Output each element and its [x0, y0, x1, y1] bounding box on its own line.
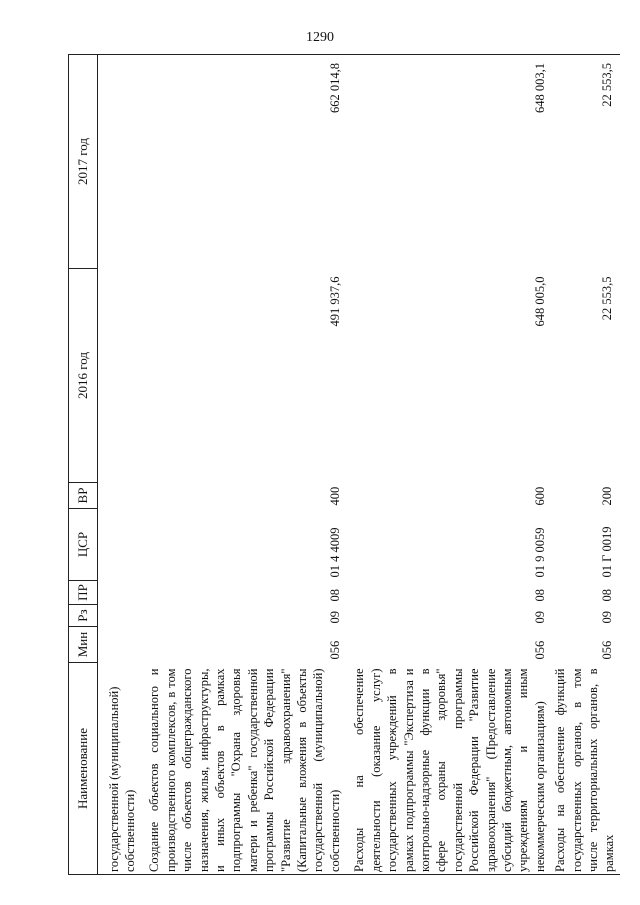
table-row — [345, 55, 550, 875]
row-vr: 600 — [532, 486, 547, 506]
row-2017: 22 553,5 — [550, 55, 620, 269]
header-pr: ПР — [69, 581, 98, 605]
row-min: 056 — [600, 640, 615, 660]
row-name: Создание объектов социального и производственного комплексов, в том числе объектов общегражданского назначения, жилья, инфраструктуры, и иных объектов в рамках подпрограммы "Охрана здоровья матери и ребенка" государственной программы Российской Федерации "Развитие здравоохранения" (Капитальные вложения в объекты государственной (муниципальной) собственности) — [140, 663, 345, 875]
header-vr: ВР — [69, 483, 98, 509]
header-rz: Рз — [69, 605, 98, 627]
row-rz: 09 — [327, 611, 342, 624]
header-2017: 2017 год — [69, 55, 98, 269]
row-2017: 662 014,8 — [140, 55, 345, 269]
row-vr — [98, 483, 141, 509]
row-rz: 09 — [532, 611, 547, 624]
row-csr: 01 Г 0019 — [600, 526, 615, 578]
header-min: Мин — [69, 627, 98, 663]
header-2016: 2016 год — [69, 269, 98, 483]
row-2016: 648 005,0 — [532, 276, 547, 327]
table-row — [140, 55, 345, 875]
row-2016: 491 937,6 — [327, 276, 342, 327]
row-vr: 400 — [327, 486, 342, 506]
row-csr: 01 9 0059 — [532, 527, 547, 578]
row-vr: 200 — [600, 486, 615, 506]
page-number: 1290 — [306, 30, 334, 45]
row-2017: 648 003,1 — [345, 55, 550, 269]
row-rz: 09 — [600, 611, 615, 624]
table-container — [68, 55, 617, 875]
row-name: Расходы на обеспечение деятельности (оказание услуг) государственных учреждений в рамках подпрограммы "Экспертиза и контрольно-надзорные функции в сфере охраны здоровья" государственной программы Российской Федерации "Развитие здравоохранения" (Предоставление субсидий бюджетным, автономным учреждениям и иным некоммерческим организациям) — [345, 663, 550, 875]
row-pr: 08 — [532, 589, 547, 602]
header-name: Наименование — [69, 663, 98, 875]
header-row — [69, 55, 98, 875]
table-row — [550, 55, 620, 875]
row-2016: 22 553,5 — [600, 276, 615, 321]
row-min — [98, 627, 141, 663]
rotated-table-region — [68, 55, 617, 875]
budget-table — [68, 54, 620, 875]
row-csr — [98, 509, 141, 581]
row-pr — [98, 581, 141, 605]
row-2016 — [98, 269, 141, 483]
row-name: государственной (муниципальной) собственности) — [98, 663, 141, 875]
row-csr: 01 4 4009 — [327, 527, 342, 578]
row-name: Расходы на обеспечение функций государственных органов, в том числе территориальных органов, в рамках — [550, 663, 620, 875]
row-min: 056 — [532, 640, 547, 660]
row-pr: 08 — [600, 589, 615, 602]
table-row — [98, 55, 141, 875]
row-2017 — [98, 55, 141, 269]
row-rz — [98, 605, 141, 627]
row-pr: 08 — [327, 589, 342, 602]
header-csr: ЦСР — [69, 509, 98, 581]
row-min: 056 — [327, 640, 342, 660]
